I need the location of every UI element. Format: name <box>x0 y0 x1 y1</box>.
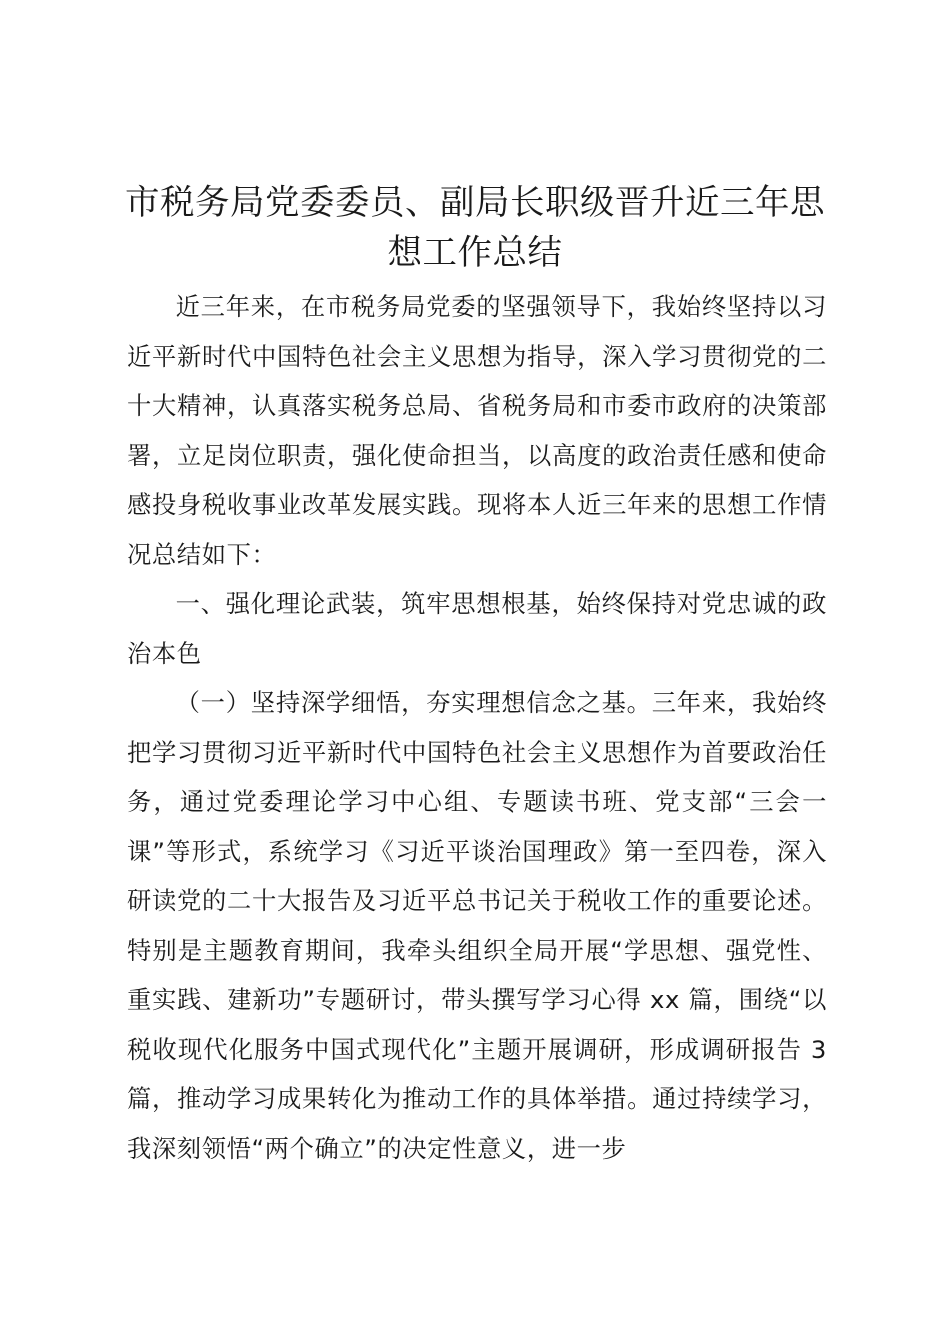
section-heading-1: 一、强化理论武装，筑牢思想根基，始终保持对党忠诚的政治本色 <box>127 589 827 668</box>
document-title: 市税务局党委委员、副局长职级晋升近三年思想工作总结 <box>125 183 825 273</box>
subsection-paragraph-1: （一）坚持深学细悟，夯实理想信念之基。三年来，我始终把学习贯彻习近平新时代中国特色社会主义思想作为首要政治任务，通过党委理论学习中心组、专题读书班、党支部“三会一课”等形式，系统学习《习近平谈治国理政》第一至四卷，深入研读党的二十大报告及习近平总书记关于税收工作的重要论述。特别是主题教育期间，我牵头组织全局开展“学思想、强党性、重实践、建新功”专题研讨，带头撰写学习心得 xx 篇，围绕“以税收现代化服务中国式现代化”主题开展调研，形成调研报告 3 篇，推动学习成果转化为推动工作的具体举措。通过持续学习，我深刻领悟“两个确立”的决定性意义，进一步 <box>127 688 827 1163</box>
intro-paragraph: 近三年来，在市税务局党委的坚强领导下，我始终坚持以习近平新时代中国特色社会主义思想为指导，深入学习贯彻党的二十大精神，认真落实税务总局、省税务局和市委市政府的决策部署，立足岗位职责，强化使命担当，以高度的政治责任感和使命感投身税收事业改革发展实践。现将本人近三年来的思想工作情况总结如下： <box>127 292 827 569</box>
document-body <box>127 282 827 1173</box>
